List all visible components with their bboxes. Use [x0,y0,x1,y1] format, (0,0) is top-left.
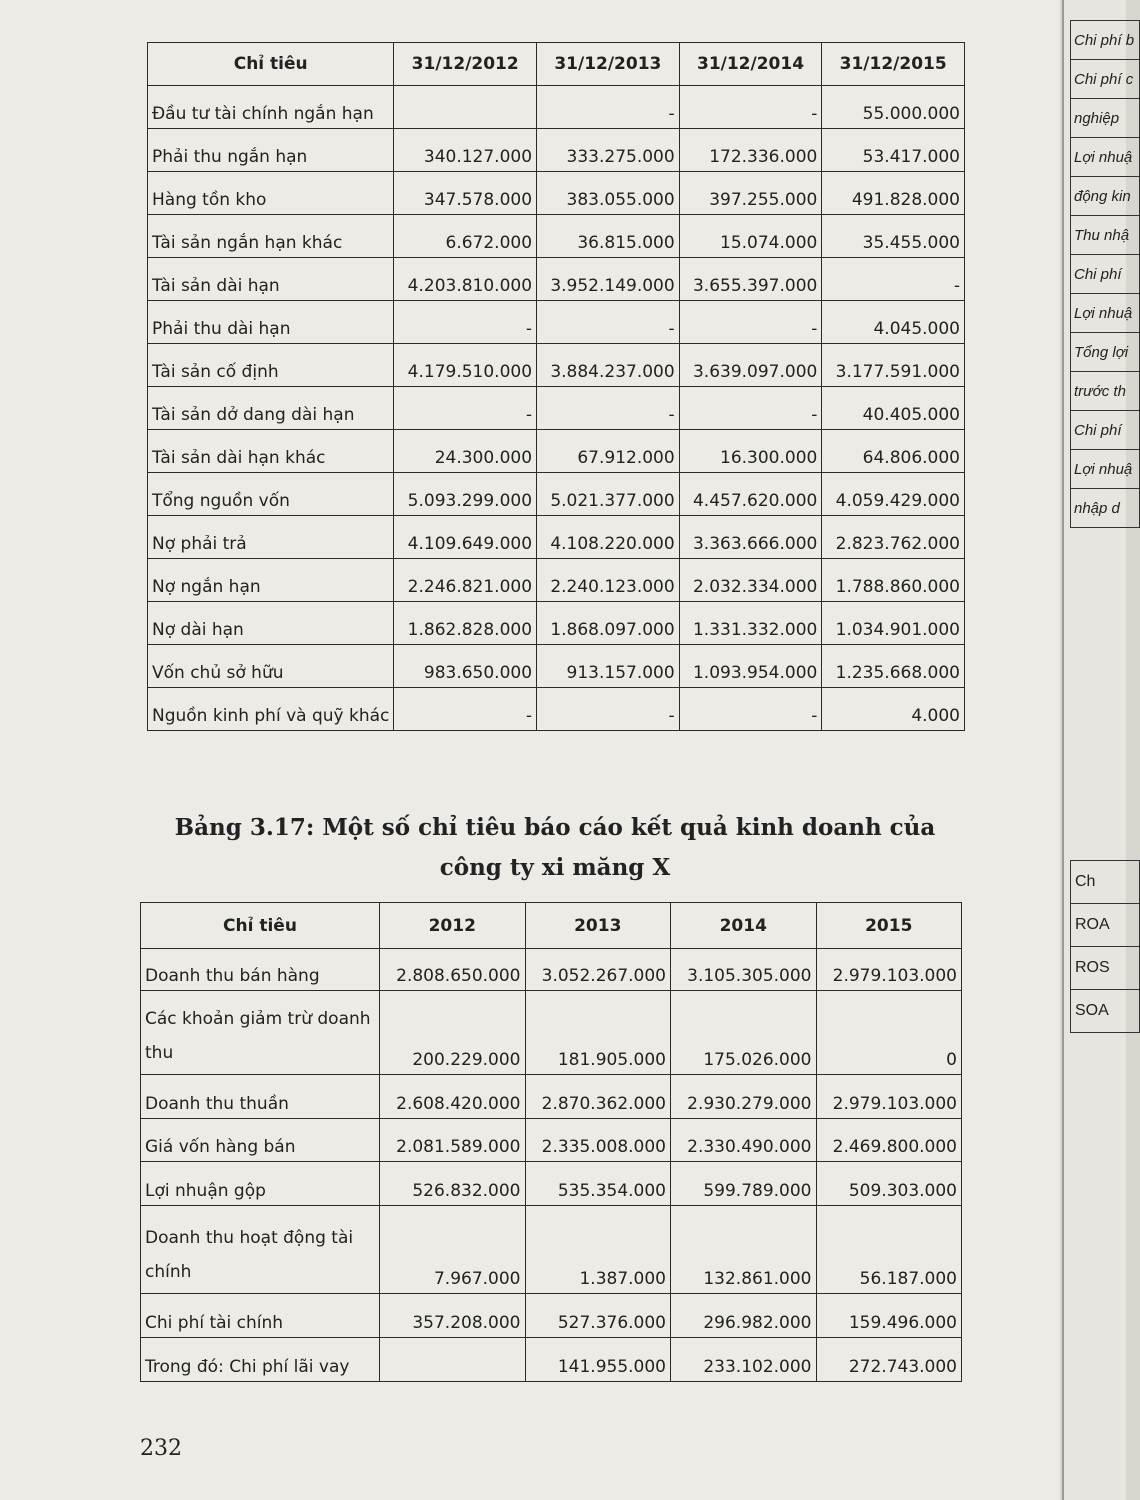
value-cell: 36.815.000 [537,215,680,258]
table-row [141,1075,962,1119]
table-row [148,602,965,645]
row-label-cell: Lợi nhuận gộp [141,1162,380,1206]
adjacent-cell: động kin [1071,177,1140,216]
adjacent-cell: Chi phí b [1071,21,1140,60]
adjacent-cell: Lợi nhuậ [1071,138,1140,177]
table-row [148,688,965,731]
value-cell: - [394,387,537,430]
adjacent-cell: nghiệp [1071,99,1140,138]
adjacent-cell: Lợi nhuậ [1071,294,1140,333]
value-cell: 1.331.332.000 [679,602,822,645]
header-cell: 2013 [525,903,671,949]
row-label-cell: Nợ ngắn hạn [148,559,394,602]
value-cell: 3.952.149.000 [537,258,680,301]
row-label-cell: Chi phí tài chính [141,1294,380,1338]
adjacent-cell: Chi phí [1071,411,1140,450]
table-header-row [148,43,965,86]
value-cell: 272.743.000 [816,1338,962,1382]
adjacent-cell: ROA [1071,904,1140,947]
adjacent-cell: Chi phí [1071,255,1140,294]
table-header-row [141,903,962,949]
caption-line: công ty xi măng X [439,854,671,881]
page-number: 232 [140,1436,182,1461]
header-cell: 2012 [380,903,526,949]
value-cell: 509.303.000 [816,1162,962,1206]
row-label-cell: Phải thu dài hạn [148,301,394,344]
value-cell: 64.806.000 [822,430,965,473]
value-cell: 3.639.097.000 [679,344,822,387]
table-row [148,215,965,258]
value-cell: 2.330.490.000 [671,1119,817,1162]
value-cell: 4.108.220.000 [537,516,680,559]
adjacent-cell: Ch [1071,861,1140,904]
row-label-cell: Doanh thu thuần [141,1075,380,1119]
value-cell: 181.905.000 [525,991,671,1075]
header-cell: 31/12/2013 [537,43,680,86]
value-cell: 2.335.008.000 [525,1119,671,1162]
value-cell: - [679,688,822,731]
value-cell: 527.376.000 [525,1294,671,1338]
adjacent-cell: SOA [1071,990,1140,1033]
row-label-cell: Vốn chủ sở hữu [148,645,394,688]
value-cell: - [679,387,822,430]
value-cell: 2.081.589.000 [380,1119,526,1162]
value-cell: 6.672.000 [394,215,537,258]
adjacent-cell: Chi phí c [1071,60,1140,99]
value-cell: 913.157.000 [537,645,680,688]
value-cell: - [394,688,537,731]
adjacent-cell: Lợi nhuậ [1071,450,1140,489]
row-label-cell: Giá vốn hàng bán [141,1119,380,1162]
value-cell: 397.255.000 [679,172,822,215]
value-cell: 535.354.000 [525,1162,671,1206]
value-cell: 2.808.650.000 [380,949,526,991]
value-cell: 333.275.000 [537,129,680,172]
value-cell: 15.074.000 [679,215,822,258]
value-cell: 491.828.000 [822,172,965,215]
value-cell: 1.034.901.000 [822,602,965,645]
value-cell: 4.059.429.000 [822,473,965,516]
value-cell: 3.177.591.000 [822,344,965,387]
row-label-cell: Doanh thu hoạt động tài chính [141,1206,380,1294]
value-cell: 35.455.000 [822,215,965,258]
row-label-cell: Nợ dài hạn [148,602,394,645]
value-cell: 1.093.954.000 [679,645,822,688]
value-cell: - [537,86,680,129]
header-cell: 31/12/2014 [679,43,822,86]
value-cell: 5.021.377.000 [537,473,680,516]
table-row [148,645,965,688]
value-cell: 3.884.237.000 [537,344,680,387]
value-cell: - [679,301,822,344]
value-cell: 347.578.000 [394,172,537,215]
value-cell: 2.979.103.000 [816,949,962,991]
value-cell: 2.469.800.000 [816,1119,962,1162]
value-cell: 175.026.000 [671,991,817,1075]
adjacent-table-mid [1070,860,1140,1033]
value-cell: 1.387.000 [525,1206,671,1294]
table-row [148,129,965,172]
row-label-cell: Tài sản dài hạn [148,258,394,301]
row-label-cell: Tài sản ngắn hạn khác [148,215,394,258]
value-cell: 159.496.000 [816,1294,962,1338]
row-label-cell: Trong đó: Chi phí lãi vay [141,1338,380,1382]
row-label-cell: Tài sản cố định [148,344,394,387]
table-row [148,301,965,344]
value-cell: - [394,301,537,344]
table-row [148,172,965,215]
row-label-cell: Nguồn kinh phí và quỹ khác [148,688,394,731]
value-cell: 4.109.649.000 [394,516,537,559]
value-cell: 200.229.000 [380,991,526,1075]
value-cell: 67.912.000 [537,430,680,473]
value-cell: 141.955.000 [525,1338,671,1382]
value-cell: 526.832.000 [380,1162,526,1206]
table-row [148,473,965,516]
row-label-cell: Tài sản dài hạn khác [148,430,394,473]
table-caption [140,808,970,888]
value-cell: 1.788.860.000 [822,559,965,602]
row-label-cell: Tài sản dở dang dài hạn [148,387,394,430]
value-cell [394,86,537,129]
row-label-cell: Nợ phải trả [148,516,394,559]
caption-line: Bảng 3.17: Một số chỉ tiêu báo cáo kết quả kinh doanh của [174,814,936,841]
table-row [141,949,962,991]
value-cell: 3.052.267.000 [525,949,671,991]
adjacent-cell: trước th [1071,372,1140,411]
value-cell: 1.862.828.000 [394,602,537,645]
value-cell: 2.870.362.000 [525,1075,671,1119]
value-cell: 357.208.000 [380,1294,526,1338]
value-cell: 2.240.123.000 [537,559,680,602]
value-cell: 55.000.000 [822,86,965,129]
table-row [148,430,965,473]
table-row [148,86,965,129]
value-cell: 3.655.397.000 [679,258,822,301]
value-cell: 53.417.000 [822,129,965,172]
adjacent-cell: Tổng lợi [1071,333,1140,372]
value-cell: 383.055.000 [537,172,680,215]
header-cell: Chỉ tiêu [141,903,380,949]
row-label-cell: Đầu tư tài chính ngắn hạn [148,86,394,129]
value-cell: 4.457.620.000 [679,473,822,516]
value-cell: 2.246.821.000 [394,559,537,602]
value-cell: 2.823.762.000 [822,516,965,559]
balance-sheet-table [147,42,965,731]
value-cell: 3.363.666.000 [679,516,822,559]
adjacent-page [1062,0,1135,1500]
adjacent-table-top [1070,20,1140,528]
value-cell: 1.868.097.000 [537,602,680,645]
table-body [141,949,962,1382]
value-cell: 7.967.000 [380,1206,526,1294]
table-row [148,344,965,387]
table-body [148,86,965,731]
value-cell: 0 [816,991,962,1075]
header-cell: 31/12/2012 [394,43,537,86]
adjacent-cell: nhập d [1071,489,1140,528]
table-row [141,1294,962,1338]
row-label-cell: Doanh thu bán hàng [141,949,380,991]
value-cell: - [679,86,822,129]
value-cell: - [537,301,680,344]
value-cell: 172.336.000 [679,129,822,172]
header-cell: 2015 [816,903,962,949]
value-cell: 340.127.000 [394,129,537,172]
adjacent-cell: Thu nhậ [1071,216,1140,255]
value-cell: - [537,387,680,430]
value-cell: 2.032.334.000 [679,559,822,602]
table-row [148,387,965,430]
value-cell: 4.179.510.000 [394,344,537,387]
header-cell: Chỉ tiêu [148,43,394,86]
value-cell: - [537,688,680,731]
adjacent-cell: ROS [1071,947,1140,990]
income-statement-table [140,902,962,1382]
row-label-cell: Hàng tồn kho [148,172,394,215]
value-cell: 24.300.000 [394,430,537,473]
value-cell: 16.300.000 [679,430,822,473]
value-cell: 132.861.000 [671,1206,817,1294]
table-row [148,516,965,559]
value-cell: 4.203.810.000 [394,258,537,301]
table-row [148,559,965,602]
header-cell: 31/12/2015 [822,43,965,86]
value-cell: 56.187.000 [816,1206,962,1294]
value-cell: 2.979.103.000 [816,1075,962,1119]
row-label-cell: Các khoản giảm trừ doanh thu [141,991,380,1075]
header-cell: 2014 [671,903,817,949]
table-row [141,1338,962,1382]
value-cell [380,1338,526,1382]
value-cell: 2.930.279.000 [671,1075,817,1119]
value-cell: 599.789.000 [671,1162,817,1206]
value-cell: 4.045.000 [822,301,965,344]
table-row [141,1206,962,1294]
value-cell: 2.608.420.000 [380,1075,526,1119]
table-row [141,1119,962,1162]
value-cell: 5.093.299.000 [394,473,537,516]
table-row [141,1162,962,1206]
row-label-cell: Phải thu ngắn hạn [148,129,394,172]
table-row [148,258,965,301]
value-cell: 1.235.668.000 [822,645,965,688]
value-cell: 296.982.000 [671,1294,817,1338]
value-cell: 233.102.000 [671,1338,817,1382]
value-cell: - [822,258,965,301]
table-row [141,991,962,1075]
value-cell: 983.650.000 [394,645,537,688]
value-cell: 3.105.305.000 [671,949,817,991]
value-cell: 40.405.000 [822,387,965,430]
row-label-cell: Tổng nguồn vốn [148,473,394,516]
value-cell: 4.000 [822,688,965,731]
